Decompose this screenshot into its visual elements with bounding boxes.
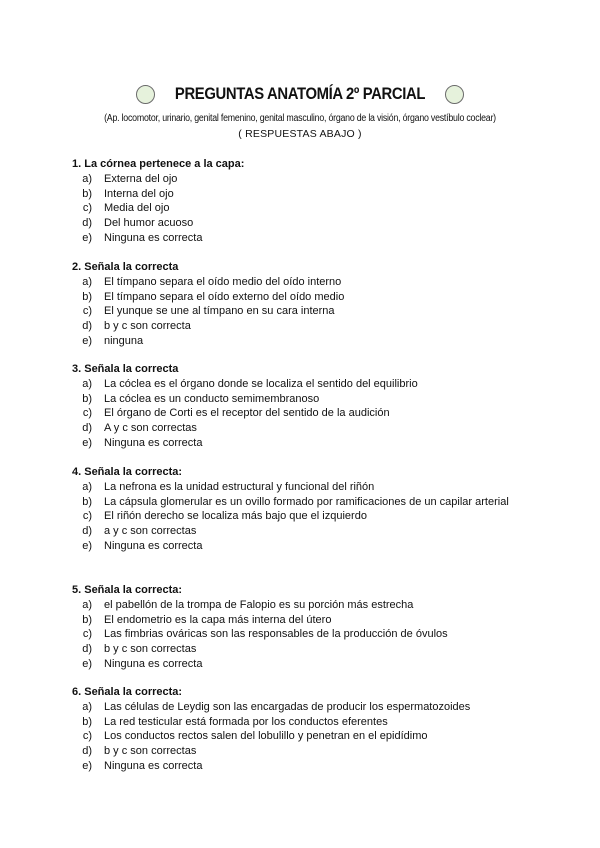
- option-text: b y c son correcta: [104, 320, 191, 333]
- option-text: El yunque se une al tímpano en su cara interna: [104, 305, 335, 318]
- option-letter: e): [82, 539, 92, 552]
- option-e: [72, 436, 572, 451]
- option-letter: c): [82, 202, 92, 215]
- option-text: Los conductos rectos salen del lobulillo y penetran en el epidídimo: [104, 730, 428, 743]
- option-a: [72, 275, 572, 290]
- option-letter: a): [82, 276, 92, 288]
- question-6: [72, 685, 572, 773]
- question-4: [72, 465, 572, 553]
- option-list: [72, 480, 572, 553]
- option-letter: c): [82, 510, 92, 523]
- option-letter: e): [82, 436, 92, 449]
- option-e: [72, 334, 572, 349]
- question-text: 6. Señala la correcta:: [72, 686, 183, 698]
- option-text: Ninguna es correcta: [104, 657, 203, 670]
- option-text: Ninguna es correcta: [104, 539, 203, 552]
- option-b: [72, 495, 572, 510]
- option-letter: b): [82, 187, 92, 200]
- option-text: El endometrio es la capa más interna del útero: [104, 613, 332, 626]
- option-a: [72, 172, 572, 187]
- option-letter: e): [82, 231, 92, 244]
- option-b: [72, 290, 572, 305]
- option-e: [72, 759, 572, 774]
- option-d: [72, 744, 572, 759]
- option-c: [72, 201, 572, 216]
- page-title: PREGUNTAS ANATOMÍA 2º PARCIAL: [174, 84, 426, 103]
- option-text: Ninguna es correcta: [104, 759, 203, 772]
- green-circle-icon: [445, 85, 464, 104]
- option-e: [72, 231, 572, 246]
- option-text: ninguna: [104, 334, 144, 347]
- option-text: El órgano de Corti es el receptor del sentido de la audición: [104, 407, 390, 420]
- option-letter: c): [82, 407, 92, 420]
- option-text: el pabellón de la trompa de Falopio es su porción más estrecha: [104, 599, 414, 611]
- option-letter: a): [82, 701, 92, 713]
- option-a: [72, 700, 572, 715]
- option-list: [72, 275, 572, 348]
- option-letter: b): [82, 495, 92, 508]
- option-text: A y c son correctas: [104, 422, 197, 435]
- option-d: [72, 216, 572, 231]
- option-b: [72, 715, 572, 730]
- option-text: La cóclea es un conducto semimembranoso: [104, 392, 320, 405]
- question-3: [72, 362, 572, 450]
- option-d: [72, 421, 572, 436]
- option-text: La red testicular está formada por los conductos eferentes: [104, 715, 388, 728]
- option-c: [72, 509, 572, 524]
- option-a: [72, 377, 572, 392]
- title-row: [0, 80, 600, 108]
- option-text: Las células de Leydig son las encargadas de producir los espermatozoides: [104, 701, 471, 713]
- option-list: [72, 172, 572, 245]
- option-letter: b): [82, 715, 92, 728]
- green-circle-icon: [136, 85, 155, 104]
- question-text: 5. Señala la correcta:: [72, 584, 183, 596]
- option-text: La nefrona es la unidad estructural y funcional del riñón: [104, 481, 375, 493]
- option-text: b y c son correctas: [104, 643, 197, 656]
- option-b: [72, 613, 572, 628]
- option-letter: d): [82, 643, 92, 656]
- question-1: [72, 157, 572, 245]
- option-letter: c): [82, 305, 92, 318]
- option-letter: a): [82, 378, 92, 390]
- option-c: [72, 304, 572, 319]
- option-letter: c): [82, 628, 92, 641]
- option-e: [72, 539, 572, 554]
- option-e: [72, 657, 572, 672]
- option-letter: e): [82, 759, 92, 772]
- option-c: [72, 729, 572, 744]
- question-5: [72, 583, 572, 671]
- question-text: 4. Señala la correcta:: [72, 466, 183, 478]
- option-list: [72, 377, 572, 450]
- option-text: Ninguna es correcta: [104, 436, 203, 449]
- option-letter: a): [82, 599, 92, 611]
- option-b: [72, 392, 572, 407]
- option-d: [72, 319, 572, 334]
- option-list: [72, 598, 572, 671]
- option-text: El tímpano separa el oído externo del oído medio: [104, 290, 345, 303]
- option-a: [72, 480, 572, 495]
- option-text: Las fimbrias ováricas son las responsables de la producción de óvulos: [104, 628, 448, 641]
- option-letter: b): [82, 290, 92, 303]
- answers-note: ( RESPUESTAS ABAJO ): [238, 128, 362, 140]
- question-text: 3. Señala la correcta: [72, 363, 179, 375]
- option-text: a y c son correctas: [104, 525, 197, 538]
- option-text: Media del ojo: [104, 202, 170, 215]
- option-text: Externa del ojo: [104, 173, 178, 185]
- option-letter: b): [82, 392, 92, 405]
- option-letter: d): [82, 320, 92, 333]
- option-letter: d): [82, 217, 92, 230]
- option-text: La cápsula glomerular es un ovillo formado por ramificaciones de un capilar arterial: [104, 495, 509, 508]
- option-letter: c): [82, 730, 92, 743]
- option-text: Interna del ojo: [104, 187, 174, 200]
- option-letter: d): [82, 525, 92, 538]
- option-text: Ninguna es correcta: [104, 231, 203, 244]
- option-text: Del humor acuoso: [104, 217, 194, 230]
- option-letter: d): [82, 422, 92, 435]
- question-text: 2. Señala la correcta: [72, 261, 179, 273]
- question-text: 1. La córnea pertenece a la capa:: [72, 158, 245, 170]
- option-d: [72, 524, 572, 539]
- option-letter: d): [82, 745, 92, 758]
- option-text: La cóclea es el órgano donde se localiza el sentido del equilibrio: [104, 378, 418, 390]
- option-d: [72, 642, 572, 657]
- option-letter: a): [82, 481, 92, 493]
- option-text: El tímpano separa el oído medio del oído interno: [104, 276, 342, 288]
- option-c: [72, 406, 572, 421]
- question-2: [72, 260, 572, 348]
- option-b: [72, 187, 572, 202]
- option-letter: e): [82, 657, 92, 670]
- option-letter: b): [82, 613, 92, 626]
- option-list: [72, 700, 572, 773]
- option-letter: a): [82, 173, 92, 185]
- option-c: [72, 627, 572, 642]
- option-text: b y c son correctas: [104, 745, 197, 758]
- option-a: [72, 598, 572, 613]
- page-subtitle: (Ap. locomotor, urinario, genital femenino, genital masculino, órgano de la visión, órgano vestíbulo coclear): [104, 113, 496, 124]
- option-letter: e): [82, 334, 92, 347]
- option-text: El riñón derecho se localiza más bajo que el izquierdo: [104, 510, 367, 523]
